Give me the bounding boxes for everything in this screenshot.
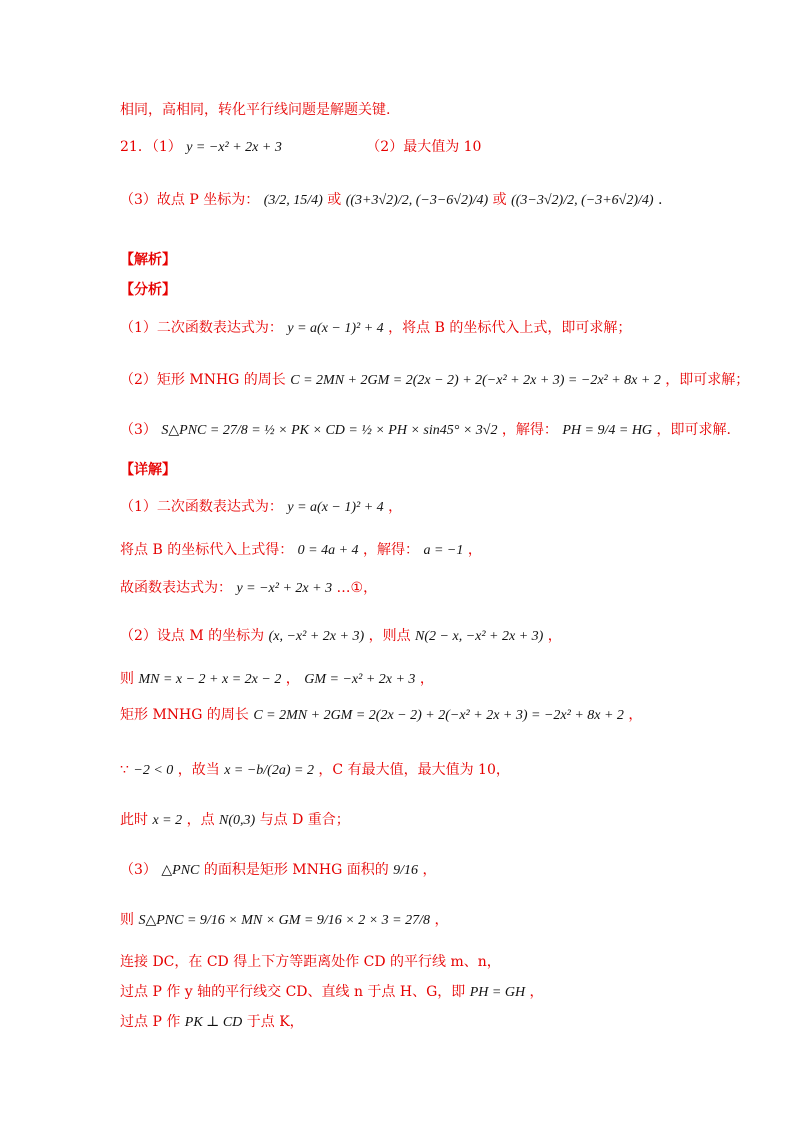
point-p-3: ((3−3√2)/2, (−3+6√2)/4) [511,193,654,208]
section-jiexi: 【解析】 [120,252,176,268]
answer-3-line: （3）故点 P 坐标为： (3/2, 15/4) 或 ((3+3√2)/2, (−3−6√2)/4) 或 ((3−3√2)/2, (−3+6√2)/4) . [120,192,663,208]
detail-5: 则 MN = x − 2 + x = 2x − 2 ， GM = −x² + 2x + 3 ， [120,671,434,687]
function-expression: y = −x² + 2x + 3 [186,140,282,155]
point-p-2: ((3+3√2)/2, (−3−6√2)/4) [345,193,489,208]
line-conclusion: 相同，高相同，转化平行线问题是解题关键. [120,102,391,118]
point-p-1: (3/2, 15/4) [263,193,323,208]
max-value-answer: （2）最大值为 10 [366,139,482,155]
detail-3: 故函数表达式为： y = −x² + 2x + 3 …①， [120,580,378,596]
detail-9: （3） △PNC 的面积是矩形 MNHG 面积的 9/16 ， [120,862,437,878]
analysis-3: （3） S△PNC = 27/8 = ½ × PK × CD = ½ × PH × sin45° × 3√2 ，解得： PH = 9/4 = HG ，即可求解. [120,422,731,438]
detail-2: 将点 B 的坐标代入上式得： 0 = 4a + 4 ，解得： a = −1 ， [120,542,482,558]
answer-21-line [120,137,481,158]
detail-7: ∵ −2 < 0 ，故当 x = −b/(2a) = 2 ，C 有最大值，最大值为 10， [120,762,510,778]
detail-12: 过点 P 作 y 轴的平行线交 CD、直线 n 于点 H、G，即 PH = GH ， [120,984,544,1000]
question-number: 21．（1） [120,139,182,155]
detail-13: 过点 P 作 PK ⊥ CD 于点 K， [120,1014,304,1030]
detail-6: 矩形 MNHG 的周长 C = 2MN + 2GM = 2(2x − 2) + 2(−x² + 2x + 3) = −2x² + 8x + 2 ， [120,707,643,723]
detail-11: 连接 DC，在 CD 得上下方等距离处作 CD 的平行线 m、n， [120,954,501,970]
section-xiangjie: 【详解】 [120,462,176,478]
detail-1: （1）二次函数表达式为： y = a(x − 1)² + 4 ， [120,499,403,515]
analysis-1: （1）二次函数表达式为： y = a(x − 1)² + 4 ，将点 B 的坐标代入上式，即可求解； [120,320,632,336]
detail-10: 则 S△PNC = 9/16 × MN × GM = 9/16 × 2 × 3 = 27/8 ， [120,912,449,928]
detail-4: （2）设点 M 的坐标为 (x, −x² + 2x + 3) ，则点 N(2 − x, −x² + 2x + 3) ， [120,628,562,644]
detail-8: 此时 x = 2 ，点 N(0,3) 与点 D 重合； [120,812,350,828]
analysis-2: （2）矩形 MNHG 的周长 C = 2MN + 2GM = 2(2x − 2) + 2(−x² + 2x + 3) = −2x² + 8x + 2 ，即可求解； [120,372,750,388]
section-fenxi: 【分析】 [120,282,176,298]
